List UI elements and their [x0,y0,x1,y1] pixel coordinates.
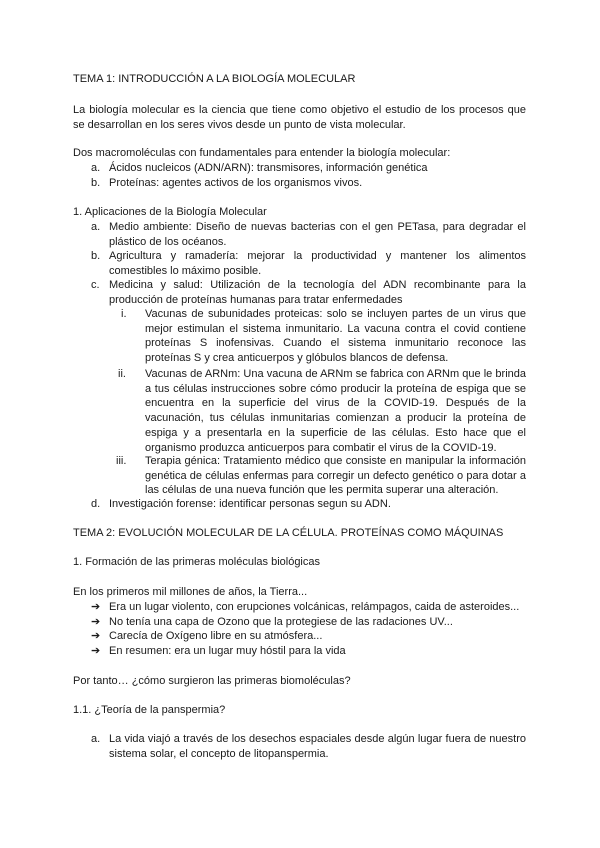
panspermia-text: La vida viajó a través de los desechos espaciales desde algún lugar fuera de nuestro sistema solar, el concepto de litopanspermia. [109,733,526,760]
applications-heading: 1. Aplicaciones de la Biología Molecular [73,206,267,218]
macro-item-text: Ácidos nucleicos (ADN/ARN): transmisores, información genética [109,162,428,174]
medicine-sub-marker: i. [121,308,127,320]
medicine-sub-text: Vacunas de ARNm: Una vacuna de ARNm se fabrica con ARNm que le brinda a tus células instrucciones sobre cómo producir la proteína de espiga que se encuentra en la superficie del virus de la COVID-19. Después de la vacunación, tus células inmunitarias comienzan a producir la proteína de espiga y a presentarla en la superficie de las células. Esto hace que el organismo produzca anticuerpos para combatir el virus de la COVID-19. [145,368,526,454]
panspermia-heading: 1.1. ¿Teoría de la panspermia? [73,704,226,716]
panspermia-marker: a. [91,733,101,745]
application-marker: b. [91,250,101,262]
earth-item: Era un lugar violento, con erupciones volcánicas, relámpagos, caida de asteroides... [109,601,520,613]
tema2-title: TEMA 2: EVOLUCIÓN MOLECULAR DE LA CÉLULA. PROTEÍNAS COMO MÁQUINAS [73,527,504,539]
tema1-intro: La biología molecular es la ciencia que tiene como objetivo el estudio de los procesos que se desarrollan en los seres vivos desde un punto de vista molecular. [73,104,526,131]
macro-intro: Dos macromoléculas con fundamentales para entender la biología molecular: [73,147,451,159]
arrow-bullet-icon: ➔ [91,601,101,613]
medicine-sub-text: Vacunas de subunidades proteicas: solo se incluyen partes de un virus que mejor estimulan el sistema inmunitario. La vacuna contra el covid contiene proteínas S inofensivas. Cuando el sistema inmunitario reconoce las proteínas S y crea anticuerpos y glóbulos blancos de defensa. [145,308,526,365]
macro-item-text: Proteínas: agentes activos de los organismos vivos. [109,177,363,189]
arrow-bullet-icon: ➔ [91,630,101,642]
macro-item-marker: a. [91,162,101,174]
application-text: Medicina y salud: Utilización de la tecnología del ADN recombinante para la producción de proteínas humanas para tratar enfermedades [109,279,526,306]
medicine-sub-marker: ii. [118,368,126,380]
formation-heading: 1. Formación de las primeras moléculas biológicas [73,556,320,568]
medicine-sub-marker: iii. [116,455,127,467]
earth-item: No tenía una capa de Ozono que la protegiese de las radaciones UV... [109,616,453,628]
application-marker: c. [91,279,100,291]
macro-item-marker: b. [91,177,101,189]
application-marker: d. [91,498,101,510]
application-text: Medio ambiente: Diseño de nuevas bacterias con el gen PETasa, para degradar el plástico de los océanos. [109,221,526,248]
tema1-title: TEMA 1: INTRODUCCIÓN A LA BIOLOGÍA MOLECULAR [73,73,356,85]
application-marker: a. [91,221,101,233]
arrow-bullet-icon: ➔ [91,645,101,657]
medicine-sub-text: Terapia génica: Tratamiento médico que consiste en manipular la información genética de células enfermas para corregir un defecto genético o para dotar a las células de una nueva función que les permita superar una alteración. [145,455,526,497]
earth-item: Carecía de Oxígeno libre en su atmósfera... [109,630,323,642]
application-text: Agricultura y ramadería: mejorar la productividad y mantener los alimentos comestibles lo máximo posible. [109,250,526,277]
arrow-bullet-icon: ➔ [91,616,101,628]
earth-item: En resumen: era un lugar muy hóstil para la vida [109,645,346,657]
question-text: Por tanto… ¿cómo surgieron las primeras biomoléculas? [73,675,351,687]
application-text: Investigación forense: identificar personas segun su ADN. [109,498,391,510]
earth-intro: En los primeros mil millones de años, la Tierra... [73,586,308,598]
